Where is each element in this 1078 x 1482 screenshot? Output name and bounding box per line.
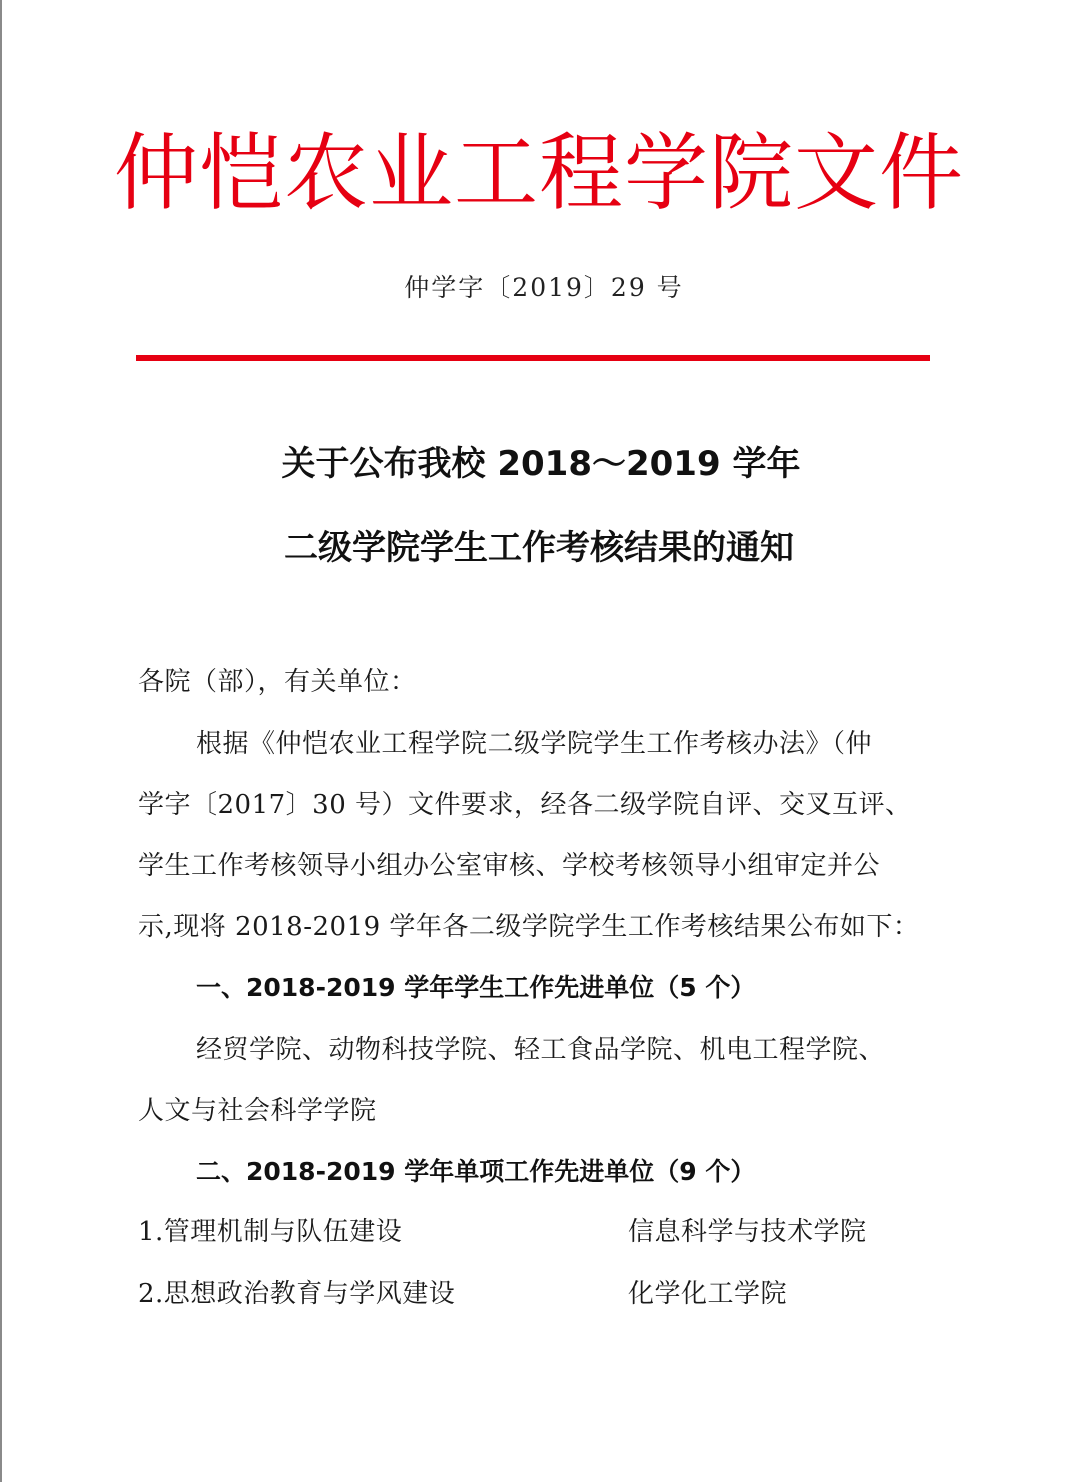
- paragraph-line: 示,现将 2018-2019 学年各二级学院学生工作考核结果公布如下：: [138, 912, 920, 942]
- document-number: 仲学字〔2019〕29 号: [404, 273, 684, 302]
- paragraph-line: 学字〔2017〕30 号）文件要求，经各二级学院自评、交叉互评、: [138, 790, 912, 820]
- notice-title-line-1: 关于公布我校 2018～2019 学年: [281, 444, 801, 484]
- red-divider: [136, 355, 930, 361]
- award-unit: 化学化工学院: [628, 1279, 788, 1309]
- section-1-line: 人文与社会科学学院: [138, 1096, 377, 1126]
- award-unit: 信息科学与技术学院: [628, 1217, 867, 1247]
- salutation: 各院（部），有关单位：: [138, 667, 417, 697]
- paragraph-line: 根据《仲恺农业工程学院二级学院学生工作考核办法》（仲: [196, 729, 873, 759]
- award-item: 1.管理机制与队伍建设: [138, 1217, 403, 1247]
- document-header-title: 仲恺农业工程学院文件: [113, 124, 964, 222]
- section-heading-1: 一、2018-2019 学年学生工作先进单位（5 个）: [196, 973, 756, 1002]
- paragraph-line: 学生工作考核领导小组办公室审核、学校考核领导小组审定并公: [138, 851, 881, 881]
- award-item: 2.思想政治教育与学风建设: [138, 1279, 456, 1309]
- section-1-line: 经贸学院、动物科技学院、轻工食品学院、机电工程学院、: [196, 1035, 886, 1065]
- notice-title-line-2: 二级学院学生工作考核结果的通知: [284, 528, 794, 568]
- section-heading-2: 二、2018-2019 学年单项工作先进单位（9 个）: [196, 1157, 756, 1186]
